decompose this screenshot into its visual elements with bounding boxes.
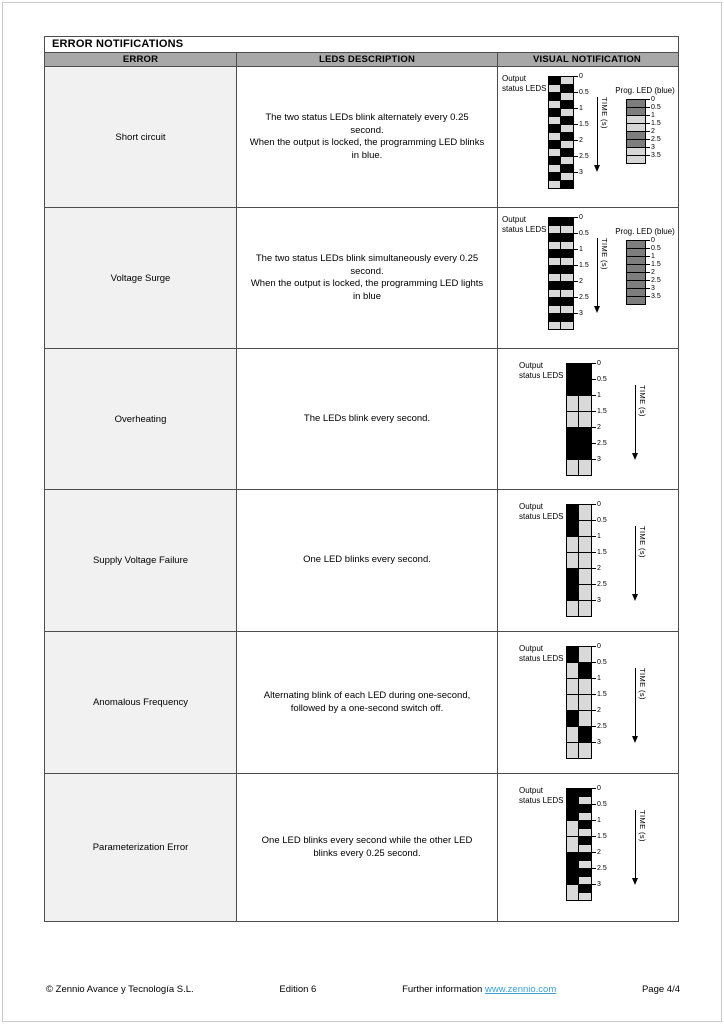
led-off-cell bbox=[548, 117, 561, 125]
description-cell bbox=[236, 632, 497, 773]
led-on-cell bbox=[561, 234, 574, 242]
led-on-cell bbox=[548, 157, 561, 165]
led-off-cell bbox=[548, 101, 561, 109]
time-tick: 0 bbox=[646, 96, 655, 103]
time-tick: 0.5 bbox=[574, 89, 589, 96]
time-tick: 0.5 bbox=[592, 659, 607, 666]
led-off-cell bbox=[548, 306, 561, 314]
time-arrow-line-icon bbox=[635, 385, 636, 453]
led-column bbox=[566, 788, 579, 901]
led-on-cell bbox=[561, 282, 574, 290]
prog-led-on-cell bbox=[626, 241, 646, 249]
led-off-cell bbox=[561, 109, 574, 117]
led-off-cell bbox=[579, 861, 592, 869]
led-off-cell bbox=[566, 663, 579, 679]
led-on-cell bbox=[566, 364, 579, 380]
time-tick: 2 bbox=[592, 424, 601, 431]
description-line: One LED blinks every second. bbox=[303, 554, 431, 566]
table-row bbox=[45, 208, 678, 349]
led-on-cell bbox=[548, 93, 561, 101]
led-off-cell bbox=[579, 893, 592, 901]
time-tick: 2.5 bbox=[592, 723, 607, 730]
error-cell: Short circuit bbox=[45, 67, 236, 207]
visual-notification-cell bbox=[497, 349, 676, 489]
led-on-cell bbox=[579, 805, 592, 813]
time-axis-arrow bbox=[635, 526, 647, 594]
led-timing-grid bbox=[566, 785, 607, 901]
output-status-leds-label: Output status LEDS bbox=[502, 74, 547, 93]
led-off-cell bbox=[579, 829, 592, 837]
led-off-cell bbox=[561, 226, 574, 234]
table-row bbox=[45, 67, 678, 208]
time-tick: 2 bbox=[574, 137, 583, 144]
table-row bbox=[45, 774, 678, 921]
visual-notification-cell bbox=[497, 774, 676, 921]
led-off-cell bbox=[566, 885, 579, 901]
time-tick: 2.5 bbox=[574, 294, 589, 301]
led-off-cell bbox=[579, 877, 592, 885]
time-tick: 0.5 bbox=[592, 801, 607, 808]
prog-led-strip bbox=[626, 236, 661, 305]
time-tick: 2 bbox=[592, 707, 601, 714]
table-title: ERROR NOTIFICATIONS bbox=[45, 37, 678, 53]
led-on-cell bbox=[579, 428, 592, 444]
led-on-cell bbox=[548, 109, 561, 117]
time-tick: 1 bbox=[592, 817, 601, 824]
led-off-cell bbox=[548, 258, 561, 266]
led-off-cell bbox=[579, 711, 592, 727]
time-tick: 0 bbox=[646, 237, 655, 244]
footer-copyright: © Zennio Avance y Tecnología S.L. bbox=[46, 984, 194, 995]
time-tick: 1.5 bbox=[574, 262, 589, 269]
led-off-cell bbox=[579, 553, 592, 569]
table-row bbox=[45, 490, 678, 632]
time-tick: 3 bbox=[592, 739, 601, 746]
table-row bbox=[45, 632, 678, 774]
time-tick: 2.5 bbox=[592, 440, 607, 447]
description-line: One LED blinks every second while the other LED blinks every 0.25 second. bbox=[261, 835, 473, 859]
led-off-cell bbox=[579, 569, 592, 585]
time-tick: 0.5 bbox=[574, 230, 589, 237]
time-tick: 2 bbox=[592, 565, 601, 572]
led-off-cell bbox=[566, 396, 579, 412]
led-off-cell bbox=[548, 149, 561, 157]
prog-led-off-cell bbox=[626, 148, 646, 156]
led-on-cell bbox=[548, 314, 561, 322]
page-footer bbox=[46, 984, 680, 995]
time-tick: 1 bbox=[592, 392, 601, 399]
led-off-cell bbox=[579, 743, 592, 759]
footer-further-info bbox=[402, 984, 556, 995]
prog-led-on-cell bbox=[626, 140, 646, 148]
time-axis-arrow bbox=[597, 238, 609, 306]
led-column bbox=[566, 504, 579, 617]
description-line: The LEDs blink every second. bbox=[303, 412, 431, 424]
time-arrow-line-icon bbox=[597, 238, 598, 306]
time-tick: 3 bbox=[646, 144, 655, 151]
led-on-cell bbox=[566, 444, 579, 460]
time-tick: 1.5 bbox=[646, 120, 661, 127]
error-cell: Parameterization Error bbox=[45, 774, 236, 921]
led-column bbox=[579, 363, 592, 476]
prog-led-on-cell bbox=[626, 249, 646, 257]
prog-led-on-cell bbox=[626, 108, 646, 116]
led-off-cell bbox=[561, 306, 574, 314]
led-off-cell bbox=[579, 601, 592, 617]
time-axis-arrow bbox=[635, 668, 647, 736]
visual-notification-cell bbox=[497, 632, 676, 773]
time-arrow-line-icon bbox=[635, 526, 636, 594]
led-off-cell bbox=[579, 813, 592, 821]
time-axis-arrow bbox=[635, 385, 647, 453]
led-off-cell bbox=[579, 695, 592, 711]
led-off-cell bbox=[561, 322, 574, 330]
led-off-cell bbox=[561, 173, 574, 181]
led-on-cell bbox=[561, 298, 574, 306]
output-status-leds-label: Output status LEDS bbox=[502, 215, 547, 234]
led-on-cell bbox=[579, 821, 592, 829]
led-off-cell bbox=[561, 157, 574, 165]
led-on-cell bbox=[561, 181, 574, 189]
led-off-cell bbox=[561, 141, 574, 149]
led-off-cell bbox=[579, 845, 592, 853]
led-on-cell bbox=[561, 250, 574, 258]
time-tick: 1.5 bbox=[592, 549, 607, 556]
led-column bbox=[579, 646, 592, 759]
led-timing-grid bbox=[566, 643, 607, 759]
led-off-cell bbox=[579, 647, 592, 663]
led-off-cell bbox=[548, 85, 561, 93]
time-tick: 1 bbox=[646, 112, 655, 119]
led-on-cell bbox=[548, 218, 561, 226]
time-tick: 1.5 bbox=[574, 121, 589, 128]
prog-led-on-cell bbox=[626, 289, 646, 297]
led-on-cell bbox=[548, 141, 561, 149]
led-on-cell bbox=[548, 234, 561, 242]
led-off-cell bbox=[579, 585, 592, 601]
prog-led-on-cell bbox=[626, 100, 646, 108]
time-tick: 2 bbox=[574, 278, 583, 285]
led-off-cell bbox=[566, 837, 579, 853]
led-on-cell bbox=[579, 380, 592, 396]
led-on-cell bbox=[566, 521, 579, 537]
time-tick: 1.5 bbox=[592, 833, 607, 840]
time-tick: 2 bbox=[592, 849, 601, 856]
led-column bbox=[561, 217, 574, 330]
led-off-cell bbox=[548, 181, 561, 189]
led-on-cell bbox=[561, 266, 574, 274]
output-status-leds-label: Output status LEDS bbox=[519, 361, 564, 380]
led-off-cell bbox=[561, 290, 574, 298]
led-on-cell bbox=[561, 149, 574, 157]
led-on-cell bbox=[561, 101, 574, 109]
led-off-cell bbox=[561, 258, 574, 266]
time-tick: 1 bbox=[592, 675, 601, 682]
led-on-cell bbox=[548, 77, 561, 85]
led-on-cell bbox=[579, 789, 592, 797]
time-tick: 2.5 bbox=[592, 581, 607, 588]
footer-edition: Edition 6 bbox=[279, 984, 317, 995]
output-status-leds-label: Output status LEDS bbox=[519, 644, 564, 663]
time-tick: 2.5 bbox=[646, 277, 661, 284]
time-tick: 0.5 bbox=[646, 104, 661, 111]
time-tick: 0.5 bbox=[646, 245, 661, 252]
time-axis-label: TIME (s) bbox=[600, 97, 609, 129]
time-axis-arrow bbox=[597, 97, 609, 165]
led-on-cell bbox=[566, 647, 579, 663]
output-status-leds-label: Output status LEDS bbox=[519, 786, 564, 805]
description-cell bbox=[236, 208, 497, 348]
led-on-cell bbox=[579, 885, 592, 893]
column-header-visual-notification: VISUAL NOTIFICATION bbox=[497, 53, 676, 66]
led-timing-grid bbox=[548, 214, 589, 330]
time-tick: 0 bbox=[592, 643, 601, 650]
led-on-cell bbox=[548, 250, 561, 258]
led-on-cell bbox=[579, 364, 592, 380]
error-cell: Voltage Surge bbox=[45, 208, 236, 348]
led-off-cell bbox=[561, 77, 574, 85]
time-axis-label: TIME (s) bbox=[638, 526, 647, 558]
time-tick: 3 bbox=[574, 310, 583, 317]
led-on-cell bbox=[566, 711, 579, 727]
led-on-cell bbox=[548, 125, 561, 133]
led-on-cell bbox=[566, 869, 579, 885]
prog-led-on-cell bbox=[626, 265, 646, 273]
time-tick: 3 bbox=[592, 597, 601, 604]
time-arrow-line-icon bbox=[635, 668, 636, 736]
led-off-cell bbox=[548, 290, 561, 298]
prog-led-off-cell bbox=[626, 124, 646, 132]
led-column bbox=[566, 363, 579, 476]
error-cell: Anomalous Frequency bbox=[45, 632, 236, 773]
time-tick: 2.5 bbox=[574, 153, 589, 160]
time-axis-label: TIME (s) bbox=[638, 668, 647, 700]
description-cell bbox=[236, 774, 497, 921]
time-tick: 0 bbox=[592, 785, 601, 792]
time-tick: 3 bbox=[592, 881, 601, 888]
time-tick: 2.5 bbox=[592, 865, 607, 872]
led-on-cell bbox=[548, 282, 561, 290]
led-off-cell bbox=[566, 537, 579, 553]
led-off-cell bbox=[566, 553, 579, 569]
time-tick: 1.5 bbox=[646, 261, 661, 268]
led-on-cell bbox=[561, 218, 574, 226]
prog-led-on-cell bbox=[626, 257, 646, 265]
column-header-leds-description: LEDS DESCRIPTION bbox=[236, 53, 497, 66]
prog-led-on-cell bbox=[626, 281, 646, 289]
prog-led-strip bbox=[626, 95, 661, 164]
led-on-cell bbox=[561, 85, 574, 93]
time-tick: 0 bbox=[574, 214, 583, 221]
prog-led-title: Prog. LED (blue) bbox=[615, 86, 675, 95]
time-axis-label: TIME (s) bbox=[638, 385, 647, 417]
led-off-cell bbox=[579, 521, 592, 537]
led-off-cell bbox=[561, 242, 574, 250]
led-off-cell bbox=[548, 322, 561, 330]
time-tick: 3 bbox=[574, 169, 583, 176]
prog-led-block bbox=[609, 227, 681, 305]
led-timing-grid bbox=[566, 501, 607, 617]
table-body bbox=[45, 67, 678, 921]
time-tick: 3.5 bbox=[646, 293, 661, 300]
led-off-cell bbox=[579, 797, 592, 805]
led-on-cell bbox=[579, 853, 592, 861]
time-arrow-line-icon bbox=[597, 97, 598, 165]
led-off-cell bbox=[566, 412, 579, 428]
led-on-cell bbox=[566, 505, 579, 521]
visual-notification-cell bbox=[497, 67, 676, 207]
description-cell bbox=[236, 349, 497, 489]
led-on-cell bbox=[548, 173, 561, 181]
time-tick: 3 bbox=[646, 285, 655, 292]
time-tick: 0.5 bbox=[592, 517, 607, 524]
led-on-cell bbox=[566, 569, 579, 585]
time-tick: 1 bbox=[574, 105, 583, 112]
prog-led-on-cell bbox=[626, 297, 646, 305]
table-row bbox=[45, 349, 678, 490]
led-off-cell bbox=[566, 821, 579, 837]
time-tick: 1.5 bbox=[592, 408, 607, 415]
led-off-cell bbox=[548, 274, 561, 282]
prog-led-block bbox=[609, 86, 681, 164]
led-on-cell bbox=[579, 444, 592, 460]
time-tick: 1 bbox=[574, 246, 583, 253]
led-on-cell bbox=[561, 117, 574, 125]
error-cell: Overheating bbox=[45, 349, 236, 489]
error-notifications-table bbox=[44, 36, 679, 922]
description-line: When the output is locked, the programming LED blinks in blue. bbox=[249, 137, 485, 161]
led-timing-grid bbox=[566, 360, 607, 476]
time-tick: 1 bbox=[592, 533, 601, 540]
led-off-cell bbox=[548, 226, 561, 234]
led-off-cell bbox=[579, 505, 592, 521]
zennio-link[interactable]: www.zennio.com bbox=[484, 984, 557, 995]
led-column bbox=[579, 788, 592, 901]
led-on-cell bbox=[566, 585, 579, 601]
table-header-row bbox=[45, 53, 678, 67]
time-axis-label: TIME (s) bbox=[600, 238, 609, 270]
led-on-cell bbox=[566, 428, 579, 444]
led-off-cell bbox=[579, 412, 592, 428]
led-off-cell bbox=[579, 679, 592, 695]
time-tick: 1 bbox=[646, 253, 655, 260]
column-header-error: ERROR bbox=[122, 54, 159, 65]
led-off-cell bbox=[561, 93, 574, 101]
prog-led-on-cell bbox=[626, 273, 646, 281]
visual-notification-cell bbox=[497, 490, 676, 631]
led-on-cell bbox=[566, 805, 579, 821]
prog-led-off-cell bbox=[626, 116, 646, 124]
led-on-cell bbox=[548, 266, 561, 274]
led-off-cell bbox=[579, 460, 592, 476]
description-line: Alternating blink of each LED during one-second, followed by a one-second switch off. bbox=[263, 690, 471, 714]
led-on-cell bbox=[579, 727, 592, 743]
led-off-cell bbox=[566, 460, 579, 476]
footer-page-number: Page 4/4 bbox=[641, 984, 680, 995]
led-on-cell bbox=[561, 133, 574, 141]
led-on-cell bbox=[548, 298, 561, 306]
led-off-cell bbox=[566, 601, 579, 617]
time-tick: 3 bbox=[592, 456, 601, 463]
prog-led-title: Prog. LED (blue) bbox=[615, 227, 675, 236]
led-on-cell bbox=[561, 314, 574, 322]
led-timing-grid bbox=[548, 73, 589, 189]
led-off-cell bbox=[579, 396, 592, 412]
led-off-cell bbox=[566, 695, 579, 711]
error-cell: Supply Voltage Failure bbox=[45, 490, 236, 631]
led-off-cell bbox=[548, 165, 561, 173]
led-on-cell bbox=[566, 789, 579, 805]
led-on-cell bbox=[579, 837, 592, 845]
time-tick: 0 bbox=[574, 73, 583, 80]
time-tick: 0 bbox=[592, 501, 601, 508]
time-tick: 1.5 bbox=[592, 691, 607, 698]
time-tick: 2 bbox=[646, 269, 655, 276]
output-status-leds-label: Output status LEDS bbox=[519, 502, 564, 521]
visual-notification-cell bbox=[497, 208, 676, 348]
prog-led-on-cell bbox=[626, 132, 646, 140]
led-on-cell bbox=[579, 663, 592, 679]
led-column bbox=[548, 217, 561, 330]
led-column bbox=[561, 76, 574, 189]
led-column bbox=[566, 646, 579, 759]
led-off-cell bbox=[561, 274, 574, 282]
description-cell bbox=[236, 67, 497, 207]
led-on-cell bbox=[566, 853, 579, 869]
description-cell bbox=[236, 490, 497, 631]
led-off-cell bbox=[566, 727, 579, 743]
led-off-cell bbox=[548, 133, 561, 141]
led-on-cell bbox=[561, 165, 574, 173]
led-column bbox=[548, 76, 561, 189]
footer-further-info-text: Further information bbox=[402, 984, 485, 995]
description-line: The two status LEDs blink simultaneously every 0.25 second. bbox=[255, 253, 479, 277]
led-off-cell bbox=[561, 125, 574, 133]
time-arrow-line-icon bbox=[635, 810, 636, 878]
prog-led-off-cell bbox=[626, 156, 646, 164]
led-off-cell bbox=[566, 679, 579, 695]
time-tick: 0.5 bbox=[592, 376, 607, 383]
time-tick: 3.5 bbox=[646, 152, 661, 159]
led-off-cell bbox=[579, 537, 592, 553]
led-off-cell bbox=[548, 242, 561, 250]
led-on-cell bbox=[566, 380, 579, 396]
description-line: The two status LEDs blink alternately every 0.25 second. bbox=[265, 112, 469, 136]
led-column bbox=[579, 504, 592, 617]
time-axis-arrow bbox=[635, 810, 647, 878]
led-off-cell bbox=[566, 743, 579, 759]
time-tick: 2.5 bbox=[646, 136, 661, 143]
description-line: When the output is locked, the programming LED lights in blue bbox=[250, 278, 484, 302]
led-on-cell bbox=[579, 869, 592, 877]
time-tick: 2 bbox=[646, 128, 655, 135]
time-tick: 0 bbox=[592, 360, 601, 367]
time-axis-label: TIME (s) bbox=[638, 810, 647, 842]
